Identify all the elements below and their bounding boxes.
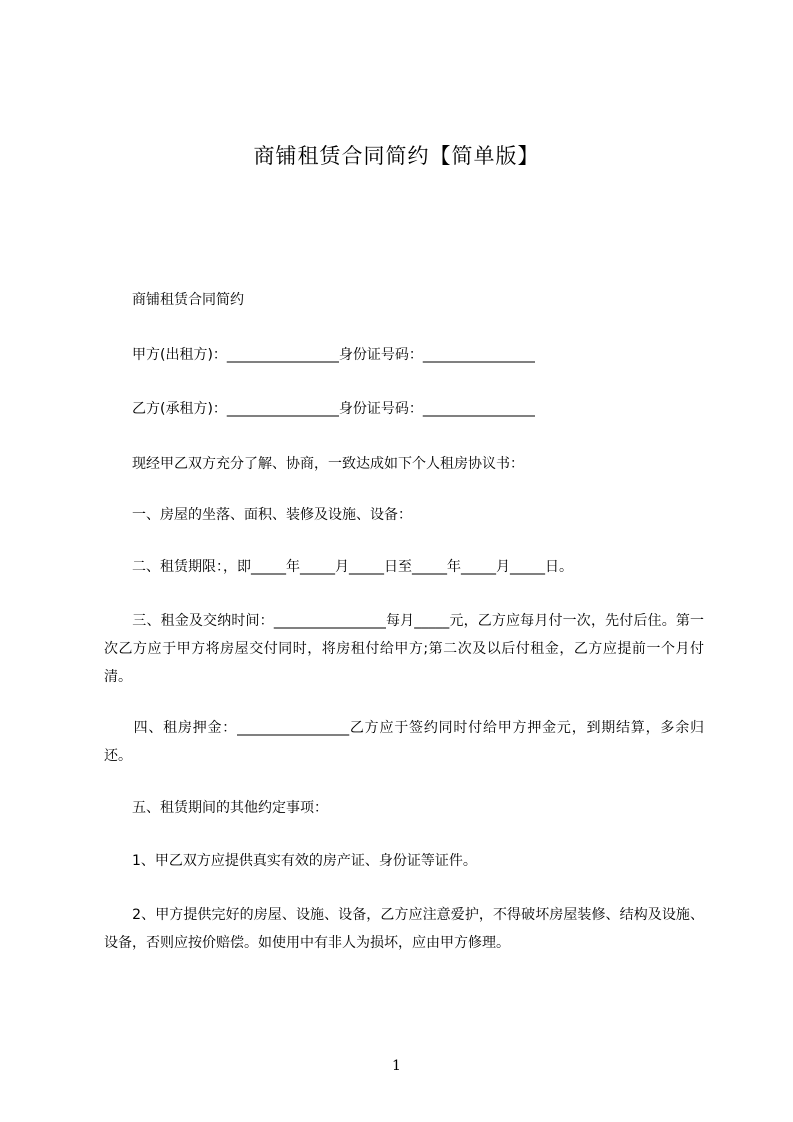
paragraph-item-2: 2、甲方提供完好的房屋、设施、设备，乙方应注意爱护，不得破坏房屋装修、结构及设施、设备，否则应按价赔偿。如使用中有非人为损坏，应由甲方修理。 xyxy=(104,907,704,951)
paragraph-party-b: 乙方(承租方)：________________身份证号码：________________ xyxy=(104,401,535,417)
page-number: 1 xyxy=(392,1058,401,1074)
paragraph-intro: 现经甲乙双方充分了解、协商，一致达成如下个人租房协议书： xyxy=(104,456,524,472)
paragraph-party-a: 甲方(出租方)：________________身份证号码：________________ xyxy=(104,347,535,363)
paragraph-clause-5: 五、租赁期间的其他约定事项： xyxy=(104,800,328,816)
paragraph-clause-2: 二、租赁期限：，即_____年_____月_____日至_____年_____月_____日。 xyxy=(104,559,573,575)
paragraph-heading: 商铺租赁合同简约 xyxy=(104,292,244,308)
document-title: 商铺租赁合同简约【简单版】 xyxy=(253,144,540,168)
paragraph-item-1: 1、甲乙双方应提供真实有效的房产证、身份证等证件。 xyxy=(104,853,477,869)
paragraph-clause-4: 四、租房押金：________________乙方应于签约同时付给甲方押金元，到期结算，多余归还。 xyxy=(104,720,704,764)
paragraph-clause-3: 三、租金及交纳时间：________________每月_____元，乙方应每月付一次，先付后住。第一次乙方应于甲方将房屋交付同时，将房租付给甲方;第二次及以后付租金，乙方应提前一个月付清。 xyxy=(104,613,704,685)
paragraph-clause-1: 一、房屋的坐落、面积、装修及设施、设备： xyxy=(104,507,412,523)
